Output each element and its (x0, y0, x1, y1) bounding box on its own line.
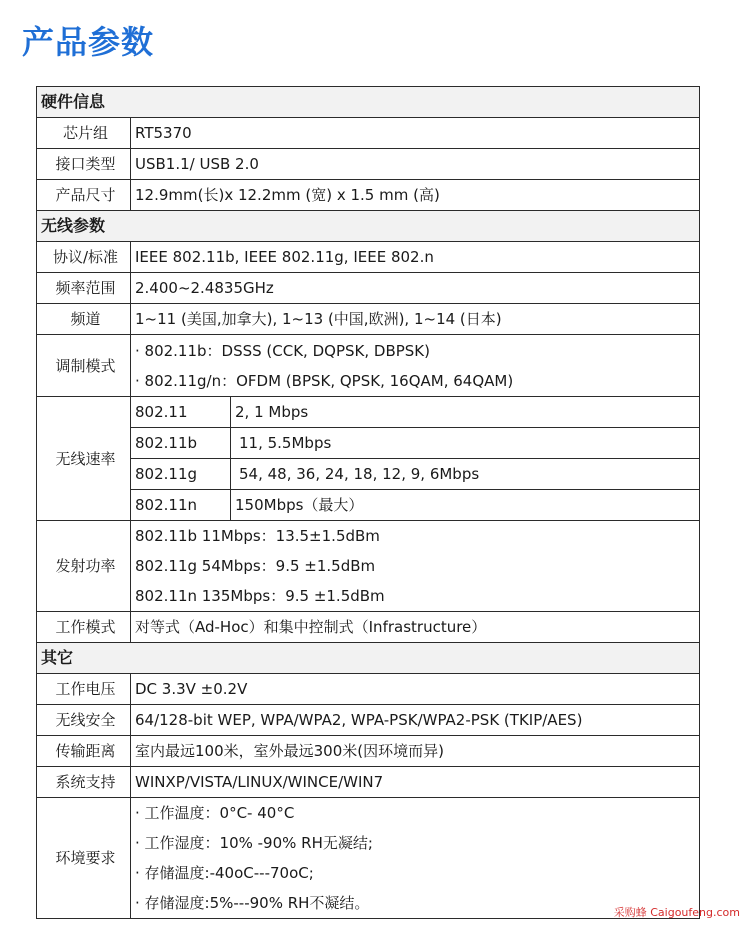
table-row (37, 521, 700, 612)
voltage-label: 工作电压 (37, 674, 131, 705)
table-row (37, 397, 700, 428)
mode-label: 工作模式 (37, 612, 131, 643)
rate-standard: 802.11n (131, 490, 231, 521)
table-row (37, 242, 700, 273)
size-label: 产品尺寸 (37, 180, 131, 211)
table-row (37, 736, 700, 767)
table-row (37, 674, 700, 705)
interface-label: 接口类型 (37, 149, 131, 180)
rate-value: 11, 5.5Mbps (231, 428, 700, 459)
rate-value: 150Mbps（最大） (231, 490, 700, 521)
os-label: 系统支持 (37, 767, 131, 798)
rate-value: 54, 48, 36, 24, 18, 12, 9, 6Mbps (231, 459, 700, 490)
security-value: 64/128-bit WEP, WPA/WPA2, WPA-PSK/WPA2-PSK (TKIP/AES) (131, 705, 700, 736)
chipset-value: RT5370 (131, 118, 700, 149)
os-value: WINXP/VISTA/LINUX/WINCE/WIN7 (131, 767, 700, 798)
section-hardware-heading: 硬件信息 (37, 87, 700, 118)
rate-label: 无线速率 (37, 397, 131, 521)
environment-line: · 存储湿度:5%---90% RH不凝结。 (135, 894, 370, 912)
table-row (37, 798, 700, 919)
table-row (37, 705, 700, 736)
source-tag: 采购蜂 Caigoufeng.com (613, 906, 740, 919)
mode-value: 对等式（Ad-Hoc）和集中控制式（Infrastructure） (131, 612, 700, 643)
table-row (37, 459, 700, 490)
section-other-heading: 其它 (37, 643, 700, 674)
modulation-label: 调制模式 (37, 335, 131, 397)
section-wireless-heading: 无线参数 (37, 211, 700, 242)
protocol-value: IEEE 802.11b, IEEE 802.11g, IEEE 802.n (131, 242, 700, 273)
size-value: 12.9mm(长)x 12.2mm (宽) x 1.5 mm (高) (131, 180, 700, 211)
environment-value (131, 798, 700, 919)
modulation-line: · 802.11g/n：OFDM (BPSK, QPSK, 16QAM, 64QAM) (135, 371, 514, 390)
rate-standard: 802.11b (131, 428, 231, 459)
page-title: 产品参数 (22, 23, 155, 61)
spec-table (36, 86, 700, 919)
table-row (37, 304, 700, 335)
distance-value: 室内最远100米，室外最远300米(因环境而异) (131, 736, 700, 767)
modulation-line: · 802.11b：DSSS (CCK, DQPSK, DBPSK) (135, 341, 430, 360)
rate-standard: 802.11g (131, 459, 231, 490)
table-row (37, 180, 700, 211)
frequency-value: 2.400~2.4835GHz (131, 273, 700, 304)
power-line: 802.11b 11Mbps：13.5±1.5dBm (135, 527, 380, 545)
channel-label: 频道 (37, 304, 131, 335)
security-label: 无线安全 (37, 705, 131, 736)
table-row (37, 149, 700, 180)
voltage-value: DC 3.3V ±0.2V (131, 674, 700, 705)
rate-standard: 802.11 (131, 397, 231, 428)
power-label: 发射功率 (37, 521, 131, 612)
table-row (37, 490, 700, 521)
rate-value: 2, 1 Mbps (231, 397, 700, 428)
power-line: 802.11n 135Mbps：9.5 ±1.5dBm (135, 587, 385, 605)
environment-line: · 工作湿度：10% -90% RH无凝结; (135, 834, 373, 852)
frequency-label: 频率范围 (37, 273, 131, 304)
table-row (37, 335, 700, 397)
power-value (131, 521, 700, 612)
power-line: 802.11g 54Mbps：9.5 ±1.5dBm (135, 557, 376, 575)
environment-line: · 工作温度：0°C- 40°C (135, 804, 295, 822)
table-row (37, 428, 700, 459)
interface-value: USB1.1/ USB 2.0 (131, 149, 700, 180)
environment-label: 环境要求 (37, 798, 131, 919)
distance-label: 传输距离 (37, 736, 131, 767)
table-row (37, 767, 700, 798)
modulation-value (131, 335, 700, 397)
table-row (37, 612, 700, 643)
chipset-label: 芯片组 (37, 118, 131, 149)
channel-value: 1~11 (美国,加拿大), 1~13 (中国,欧洲), 1~14 (日本) (131, 304, 700, 335)
table-row (37, 118, 700, 149)
environment-line: · 存储温度:-40oC---70oC; (135, 864, 314, 882)
protocol-label: 协议/标准 (37, 242, 131, 273)
table-row (37, 273, 700, 304)
